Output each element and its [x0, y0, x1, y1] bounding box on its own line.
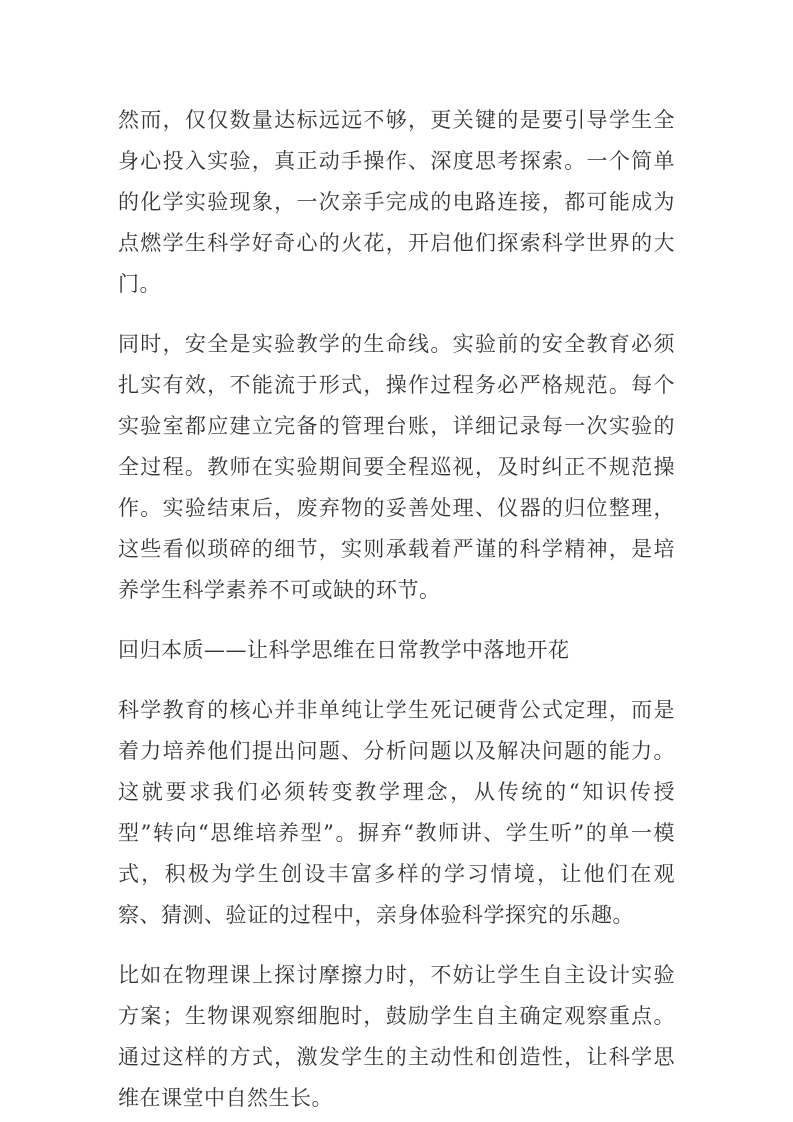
- paragraph: 同时，安全是实验教学的生命线。实验前的安全教育必须扎实有效，不能流于形式，操作过程务必严格规范。每个实验室都应建立完备的管理台账，详细记录每一次实验的全过程。教师在实验期间要全程巡视，及时纠正不规范操作。实验结束后，废弃物的妥善处理、仪器的归位整理，这些看似琐碎的细节，实则承载着严谨的科学精神，是培养学生科学素养不可或缺的环节。: [118, 332, 675, 602]
- document-content: [118, 100, 675, 1122]
- section-heading: 回归本质——让科学思维在日常教学中落地开花: [118, 638, 570, 662]
- paragraph: 比如在物理课上探讨摩擦力时，不妨让学生自主设计实验方案；生物课观察细胞时，鼓励学生自主确定观察重点。通过这样的方式，激发学生的主动性和创造性，让科学思维在课堂中自然生长。: [118, 963, 675, 1110]
- paragraph: 然而，仅仅数量达标远远不够，更关键的是要引导学生全身心投入实验，真正动手操作、深度思考探索。一个简单的化学实验现象，一次亲手完成的电路连接，都可能成为点燃学生科学好奇心的火花，开启他们探索科学世界的大门。: [118, 108, 675, 296]
- paragraph: 科学教育的核心并非单纯让学生死记硬背公式定理，而是着力培养他们提出问题、分析问题以及解决问题的能力。这就要求我们必须转变教学理念，从传统的“知识传授型”转向“思维培养型”。摒弃“教师讲、学生听”的单一模式，积极为学生创设丰富多样的学习情境，让他们在观察、猜测、验证的过程中，亲身体验科学探究的乐趣。: [118, 698, 675, 927]
